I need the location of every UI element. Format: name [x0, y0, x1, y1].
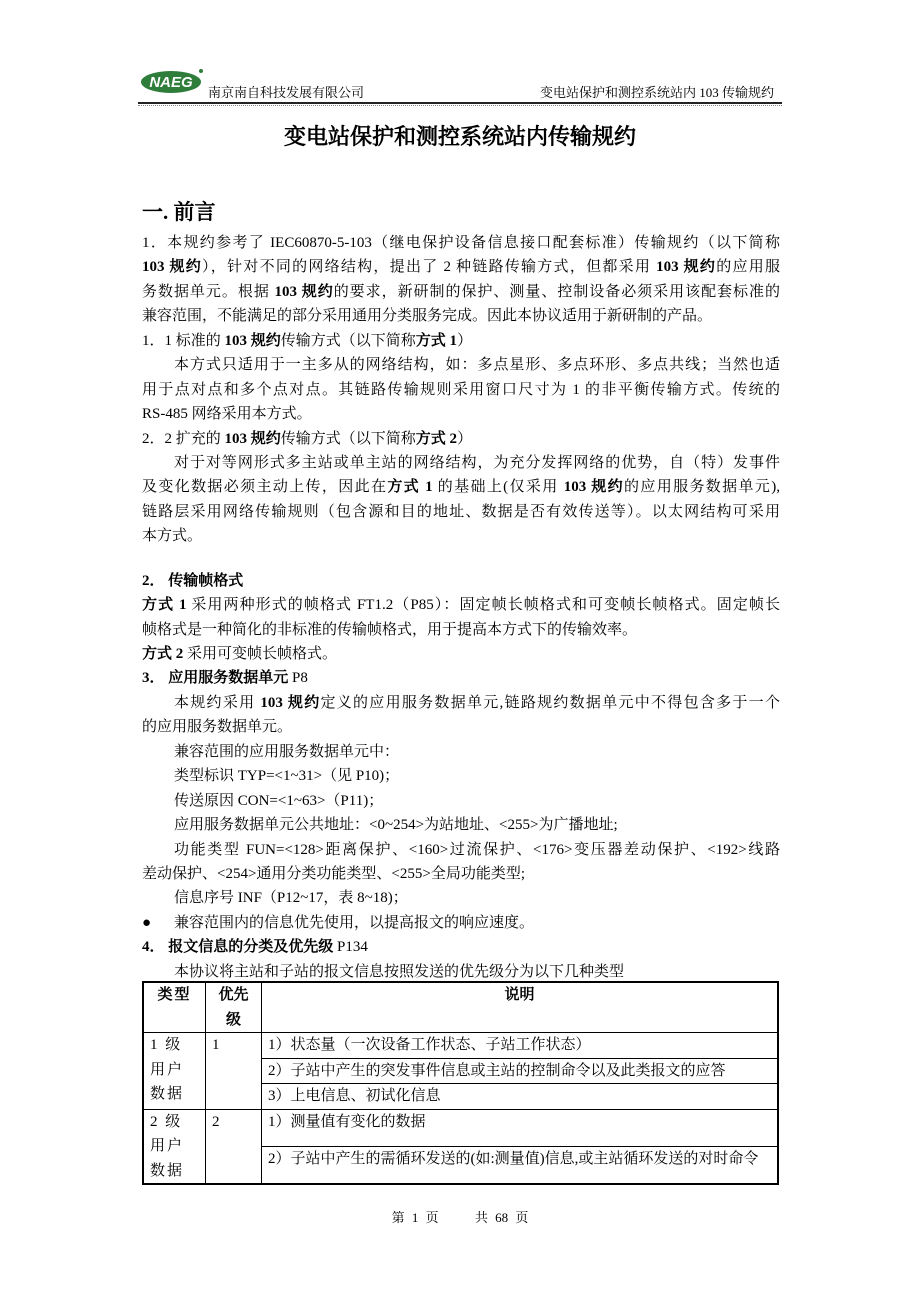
text-segment: 1．本规约参考了 IEC60870-5-103（继电保护设备信息接口配套标准）传输规约（以下简称: [142, 235, 780, 251]
text-segment: P134: [333, 939, 368, 956]
text-line: [142, 569, 780, 593]
description-cell: 2）子站中产生的需循环发送的(如:测量值)信息,或主站循环发送的对时命令: [262, 1146, 779, 1184]
company-name: 南京南自科技发展有限公司: [208, 85, 365, 100]
bullet-icon: ●: [142, 914, 152, 931]
text-line: [142, 838, 780, 862]
text-line: [142, 255, 780, 279]
text-line: [142, 666, 780, 690]
text-line: [142, 280, 780, 304]
bold-text: 103 规约: [656, 259, 717, 276]
text-segment: 的基础上(仅采用: [432, 479, 564, 496]
description-cell: 2）子站中产生的突发事件信息或主站的控制命令以及此类报文的应答: [262, 1058, 779, 1084]
page-footer: [0, 1207, 920, 1226]
document-body: [142, 231, 780, 984]
text-line: [142, 304, 780, 328]
table-header-row: [143, 982, 778, 1033]
text-segment: P8: [288, 670, 308, 687]
bold-text: 103 规约: [224, 430, 281, 447]
text-segment: ）: [457, 332, 473, 349]
text-line: [142, 475, 780, 499]
bold-text: 103 规约: [563, 479, 625, 496]
bold-text: 3． 应用服务数据单元: [142, 670, 289, 687]
text-segment: ），针对不同的网络结构，提出了 2 种链路传输方式，但都采用: [202, 259, 657, 276]
text-segment: 类型标识 TYP=<1~31>（见 P10)；: [174, 768, 400, 785]
priority-cell: 2: [206, 1109, 262, 1184]
text-segment: 信息序号 INF（P12~17，表 8~18)；: [174, 890, 408, 907]
text-line: [142, 618, 780, 642]
bold-text: 方式 1: [142, 597, 187, 614]
table-row: [143, 1109, 778, 1146]
text-line: [142, 549, 780, 569]
text-segment: ）: [457, 430, 473, 447]
text-segment: 本规约采用: [174, 694, 261, 711]
text-line: [142, 862, 780, 886]
column-header: 优先级: [206, 982, 262, 1033]
column-header: 说明: [262, 982, 779, 1033]
text-segment: 的应用服务数据单元。: [142, 719, 293, 736]
priority-table: [142, 981, 779, 1185]
text-segment: 的要求，新研制的保护、测量、控制设备必须采用该配套标准的: [333, 283, 780, 300]
text-segment: 务数据单元。根据: [142, 283, 275, 300]
text-segment: 1．1 标准的: [142, 332, 225, 349]
text-line: [142, 402, 780, 426]
table-row: [143, 1033, 778, 1059]
text-line: [142, 353, 780, 377]
bold-text: 103 规约: [224, 332, 281, 349]
text-segment: 兼容范围内的信息优先使用，以提高报文的响应速度。: [174, 914, 535, 931]
text-line: [142, 593, 780, 617]
text-line: [142, 911, 780, 935]
text-line: [142, 691, 780, 715]
document-title: 变电站保护和测控系统站内传输规约: [283, 124, 636, 149]
text-line: [142, 378, 780, 402]
bold-text: 4． 报文信息的分类及优先级: [142, 939, 334, 956]
type-cell: 1 级用户数据: [143, 1033, 206, 1110]
text-segment: 兼容范围的应用服务数据单元中：: [174, 743, 400, 760]
text-segment: 采用两种形式的帧格式 FT1.2（P85）：固定帧长帧格式和可变帧长帧格式。固定帧长: [186, 597, 780, 614]
text-line: [142, 500, 780, 524]
text-line: [142, 764, 780, 788]
text-segment: 本方式。: [142, 528, 203, 545]
page-header: [138, 66, 782, 104]
bold-text: 103 规约: [260, 694, 321, 711]
page-total: 共 68 页: [474, 1210, 529, 1225]
text-segment: 差动保护、<254>通用分类功能类型、<255>全局功能类型;: [142, 865, 526, 882]
section-heading: 一. 前言: [142, 200, 216, 224]
text-segment: 2．2 扩充的: [142, 430, 225, 447]
page-number: 第 1 页: [391, 1210, 439, 1225]
text-line: [142, 329, 780, 353]
text-line: [142, 451, 780, 475]
column-header: 类型: [143, 982, 206, 1033]
text-segment: 及变化数据必须主动上传，因此在: [142, 479, 388, 496]
text-segment: 用于点对点和多个点对点。其链路传输规则采用窗口尺寸为 1 的非平衡传输方式。传统的: [142, 381, 780, 398]
text-segment: 功能类型 FUN=<128>距离保护、<160>过流保护、<176>变压器差动保护、<192>线路: [174, 841, 780, 858]
text-line: [142, 886, 780, 910]
text-line: [142, 524, 780, 548]
text-segment: 定义的应用服务数据单元,链路规约数据单元中不得包含多于一个: [320, 694, 780, 711]
text-line: [142, 427, 780, 451]
bold-text: 方式 2: [142, 646, 184, 662]
bold-text: 方式 2: [415, 430, 458, 447]
text-segment: 应用服务数据单元公共地址：<0~254>为站地址、<255>为广播地址;: [174, 817, 618, 834]
text-segment: 链路层采用网络传输规则（包含源和目的地址、数据是否有效传送等）。以太网结构可采用: [142, 503, 780, 520]
bold-text: 方式 1: [387, 479, 433, 496]
text-segment: 帧格式是一种简化的非标准的传输帧格式，用于提高本方式下的传输效率。: [142, 621, 638, 638]
text-segment: 传输方式（以下简称: [280, 430, 416, 447]
description-cell: 1）测量值有变化的数据: [262, 1109, 779, 1146]
text-segment: 传送原因 CON=<1~63>（P11)；: [174, 792, 384, 809]
text-line: [142, 789, 780, 813]
description-cell: 3）上电信息、初试化信息: [262, 1084, 779, 1110]
text-segment: 兼容范围，不能满足的部分采用通用分类服务完成。因此本协议适用于新研制的产品。: [142, 308, 713, 325]
svg-text:NAEG: NAEG: [149, 74, 193, 91]
priority-cell: 1: [206, 1033, 262, 1110]
bold-text: 2． 传输帧格式: [142, 572, 244, 589]
text-segment: 的应用服务数据单元),: [624, 479, 780, 496]
text-segment: 对于对等网形式多主站或单主站的网络结构，为充分发挥网络的优势，自（特）发事件: [174, 454, 780, 471]
text-segment: 本协议将主站和子站的报文信息按照发送的优先级分为以下几种类型: [174, 963, 625, 980]
bold-text: 103 规约: [274, 283, 334, 300]
bold-text: 方式 1: [415, 332, 458, 349]
text-line: [142, 740, 780, 764]
company-logo: [140, 68, 204, 94]
text-segment: 的应用服: [716, 259, 780, 276]
type-cell: 2 级用户数据: [143, 1109, 206, 1184]
bold-text: 103 规约: [142, 259, 203, 276]
text-line: [142, 715, 780, 739]
text-segment: RS-485 网络采用本方式。: [142, 406, 312, 423]
text-line: [142, 935, 780, 959]
text-line: [142, 231, 780, 255]
header-document-name: 变电站保护和测控系统站内 103 传输规约: [539, 85, 774, 100]
text-segment: 传输方式（以下简称: [280, 332, 416, 349]
description-cell: 1）状态量（一次设备工作状态、子站工作状态）: [262, 1033, 779, 1059]
text-segment: 本方式只适用于一主多从的网络结构，如：多点星形、多点环形、多点共线；当然也适: [174, 357, 780, 374]
text-line: [142, 813, 780, 837]
text-line: [142, 642, 780, 666]
text-segment: 采用可变帧长帧格式。: [183, 646, 338, 662]
